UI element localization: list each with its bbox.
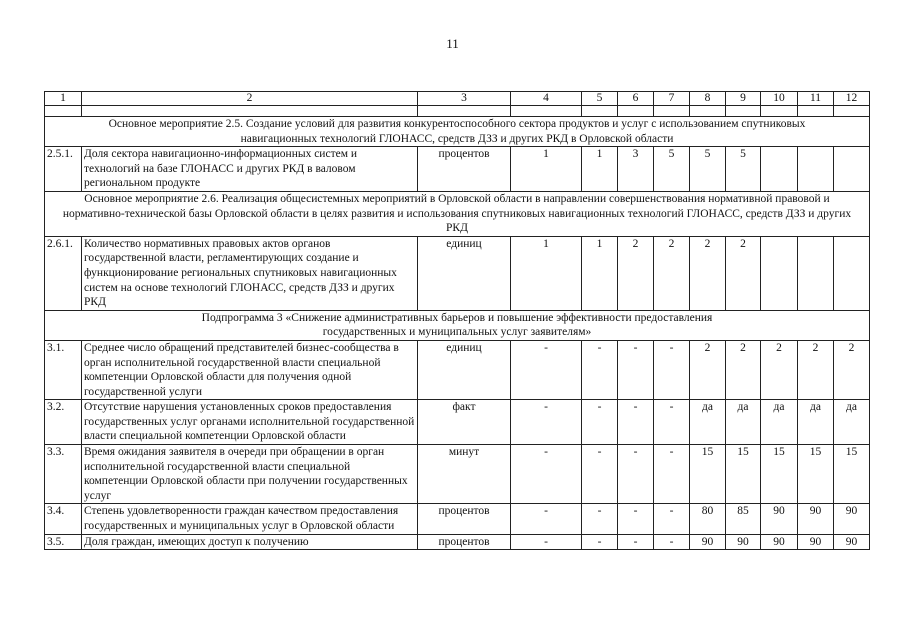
row-unit: факт: [418, 400, 511, 445]
row-value: -: [582, 504, 618, 534]
row-value: 5: [654, 147, 690, 192]
column-header: 6: [618, 92, 654, 106]
section-title-2-5: Основное мероприятие 2.5. Создание условий для развития конкурентоспособного сектора продуктов и услуг с использованием спутниковых навигационных технологий ГЛОНАСС, средств ДЗЗ и других РКД в Орловской области: [45, 117, 870, 147]
row-value: 90: [726, 534, 761, 550]
row-indicator-name: Время ожидания заявителя в очереди при обращении в орган исполнительной государственной власти специальной компетенции Орловской области при получении государственных услуг: [82, 445, 418, 504]
column-header: 4: [511, 92, 582, 106]
section-row: [45, 191, 870, 236]
row-number: 2.5.1.: [45, 147, 82, 192]
row-value: 1: [582, 236, 618, 310]
row-value: -: [654, 340, 690, 399]
row-value: 1: [582, 147, 618, 192]
row-value: -: [654, 504, 690, 534]
blank-row: [45, 106, 870, 117]
row-value: -: [618, 445, 654, 504]
row-value: да: [761, 400, 798, 445]
table-row: [45, 400, 870, 445]
row-value: -: [511, 534, 582, 550]
subprogram-title-3: Подпрограмма 3 «Снижение административных барьеров и повышение эффективности предоставления государственных и муниципальных услуг заявителям»: [45, 310, 870, 340]
page-number: 11: [446, 36, 459, 51]
table-row: [45, 236, 870, 310]
row-value: 5: [726, 147, 761, 192]
row-number: 2.6.1.: [45, 236, 82, 310]
row-value: 90: [690, 534, 726, 550]
row-value: 90: [761, 504, 798, 534]
row-value: 90: [761, 534, 798, 550]
row-indicator-name: Степень удовлетворенности граждан качеством предоставления государственных и муниципальных услуг в Орловской области: [82, 504, 418, 534]
section-row: [45, 117, 870, 147]
section-row: [45, 310, 870, 340]
row-value: 2: [618, 236, 654, 310]
row-indicator-name: Отсутствие нарушения установленных сроков предоставления государственных услуг органами исполнительной государственной власти специальной компетенции Орловской области: [82, 400, 418, 445]
row-indicator-name: Количество нормативных правовых актов органов государственной власти, регламентирующих создание и функционирование региональных спутниковых навигационных систем на основе технологий ГЛОНАСС, средств ДЗЗ и других РКД: [82, 236, 418, 310]
column-header: 10: [761, 92, 798, 106]
row-value: -: [511, 340, 582, 399]
row-value: [834, 236, 870, 310]
row-indicator-name: Доля сектора навигационно-информационных систем и технологий на базе ГЛОНАСС и других РКД в валовом региональном продукте: [82, 147, 418, 192]
row-value: -: [511, 504, 582, 534]
row-value: 15: [834, 445, 870, 504]
row-value: да: [726, 400, 761, 445]
row-value: да: [690, 400, 726, 445]
column-header: 3: [418, 92, 511, 106]
row-value: 5: [690, 147, 726, 192]
row-value: -: [618, 340, 654, 399]
row-value: 80: [690, 504, 726, 534]
row-value: [798, 236, 834, 310]
row-number: 3.1.: [45, 340, 82, 399]
column-header: 9: [726, 92, 761, 106]
row-value: 2: [726, 236, 761, 310]
row-value: [834, 147, 870, 192]
row-value: 85: [726, 504, 761, 534]
row-unit: минут: [418, 445, 511, 504]
row-indicator-name: Среднее число обращений представителей бизнес-сообщества в орган исполнительной государственной власти специальной компетенции Орловской области для получения одной государственной услуги: [82, 340, 418, 399]
row-value: 2: [726, 340, 761, 399]
row-value: да: [798, 400, 834, 445]
row-unit: единиц: [418, 340, 511, 399]
row-value: 1: [511, 236, 582, 310]
row-value: 1: [511, 147, 582, 192]
row-value: -: [654, 400, 690, 445]
column-header: 2: [82, 92, 418, 106]
row-value: [761, 236, 798, 310]
column-header: 8: [690, 92, 726, 106]
row-value: 2: [761, 340, 798, 399]
row-value: -: [582, 340, 618, 399]
row-value: 15: [726, 445, 761, 504]
column-header: 7: [654, 92, 690, 106]
column-header: 5: [582, 92, 618, 106]
row-value: 90: [798, 504, 834, 534]
table-row: [45, 147, 870, 192]
section-title-2-6: Основное мероприятие 2.6. Реализация общесистемных мероприятий в Орловской области в направлении совершенствования нормативной правовой и нормативно-технической базы Орловской области в целях развития и использования спутниковых навигационных технологий ГЛОНАСС, средств ДЗЗ и других РКД: [45, 191, 870, 236]
row-unit: единиц: [418, 236, 511, 310]
row-value: да: [834, 400, 870, 445]
row-unit: процентов: [418, 504, 511, 534]
row-value: [798, 147, 834, 192]
row-value: 2: [834, 340, 870, 399]
row-value: 15: [761, 445, 798, 504]
row-value: 2: [690, 340, 726, 399]
row-number: 3.2.: [45, 400, 82, 445]
table-row: [45, 504, 870, 534]
column-header: 12: [834, 92, 870, 106]
row-value: -: [582, 400, 618, 445]
row-value: -: [582, 445, 618, 504]
row-value: -: [654, 445, 690, 504]
row-unit: процентов: [418, 534, 511, 550]
row-value: 90: [834, 534, 870, 550]
indicators-table: [44, 91, 870, 550]
row-value: 2: [798, 340, 834, 399]
row-indicator-name: Доля граждан, имеющих доступ к получению: [82, 534, 418, 550]
row-value: -: [582, 534, 618, 550]
row-value: 15: [690, 445, 726, 504]
row-value: -: [511, 445, 582, 504]
row-value: 2: [690, 236, 726, 310]
table-row: [45, 340, 870, 399]
column-header: 11: [798, 92, 834, 106]
row-value: -: [511, 400, 582, 445]
row-value: 90: [798, 534, 834, 550]
column-header: 1: [45, 92, 82, 106]
row-unit: процентов: [418, 147, 511, 192]
row-value: 90: [834, 504, 870, 534]
table-row: [45, 445, 870, 504]
column-number-row: [45, 92, 870, 106]
row-value: -: [618, 534, 654, 550]
row-value: [761, 147, 798, 192]
row-value: 15: [798, 445, 834, 504]
row-value: -: [618, 400, 654, 445]
row-value: 2: [654, 236, 690, 310]
row-number: 3.4.: [45, 504, 82, 534]
row-value: -: [618, 504, 654, 534]
table-row: [45, 534, 870, 550]
row-number: 3.5.: [45, 534, 82, 550]
row-value: -: [654, 534, 690, 550]
row-value: 3: [618, 147, 654, 192]
row-number: 3.3.: [45, 445, 82, 504]
